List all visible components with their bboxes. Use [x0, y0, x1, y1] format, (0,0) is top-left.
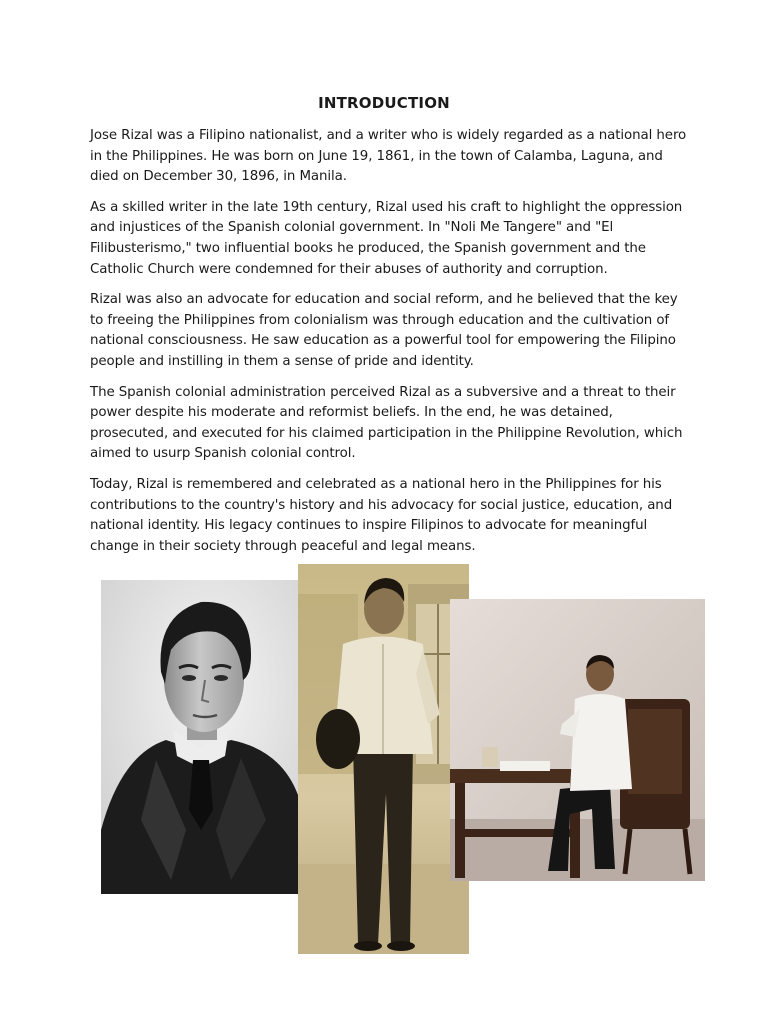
- paragraph-4: The Spanish colonial administration perceived Rizal as a subversive and a threat to their power despite his moderate and reformist beliefs. In the end, he was detained, prosecuted, and executed for his claimed participation in the Philippine Revolution, which aimed to usurp Spanish colonial control.: [90, 384, 683, 462]
- paragraph-5: Today, Rizal is remembered and celebrated as a national hero in the Philippines for his contributions to the country's history and his advocacy for social justice, education, and national identity. His legacy continues to inspire Filipinos to advocate for meaningful change in their society through peaceful and legal means.: [90, 476, 673, 554]
- museum-diorama-photo: [450, 599, 705, 881]
- paragraph-1: Jose Rizal was a Filipino nationalist, and a writer who is widely regarded as a national hero in the Philippines. He was born on June 19, 1861, in the town of Calamba, Laguna, and died on December 30, 1896, in Manila.: [90, 128, 687, 185]
- paragraph-3: Rizal was also an advocate for education and social reform, and he believed that the key to freeing the Philippines from colonialism was through education and the cultivation of national consciousness. He saw education as a powerful tool for empowering the Filipino people and instilling in them a sense of pride and identity.: [90, 292, 678, 369]
- portrait-photo: [101, 580, 298, 894]
- document-body: [90, 126, 690, 567]
- paragraph-2: As a skilled writer in the late 19th century, Rizal used his craft to highlight the oppression and injustices of the Spanish colonial government. In "Noli Me Tangere" and "El Filibusterismo," two influential books he produced, the Spanish government and the Catholic Church were condemned for their abuses of authority and corruption.: [90, 199, 683, 277]
- document-title: INTRODUCTION: [318, 94, 450, 112]
- standing-photo: [298, 564, 469, 954]
